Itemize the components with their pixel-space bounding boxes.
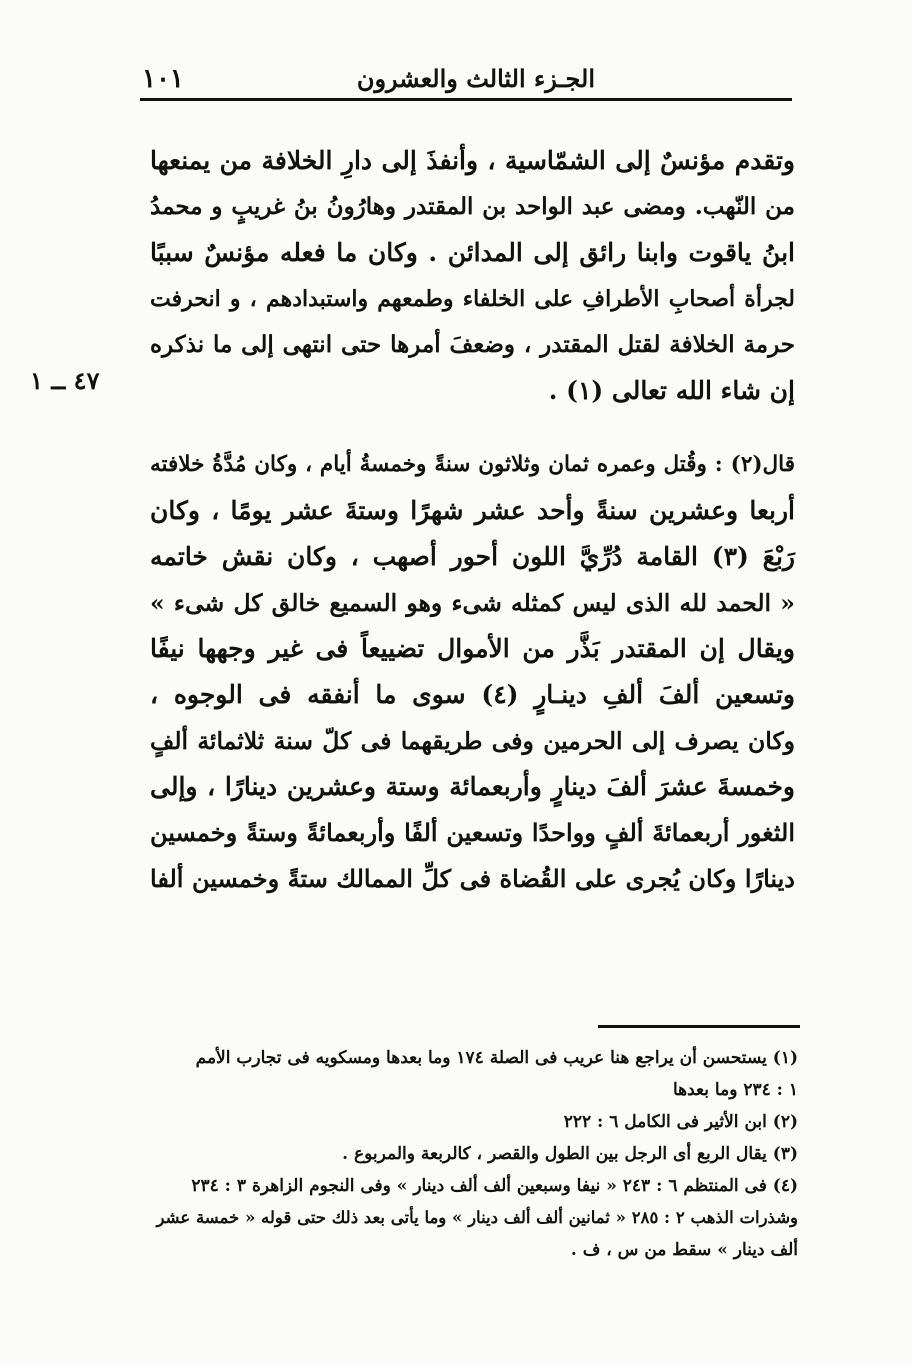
text-line: وتقدم مؤنسٌ إلى الشمّاسية ، وأنفذَ إلى دارِ الخلافة من يمنعها [150,146,795,175]
page-number: ١٠١ [142,64,184,94]
text-line: حرمة الخلافة لقتل المقتدر ، وضعفَ أمرها حتى انتهى إلى ما نذكره [150,331,795,358]
page-header [140,62,800,98]
running-title: الجـزء الثالث والعشرون [356,64,595,93]
text-line: ابنُ ياقوت وابنا رائق إلى المدائن . وكان ما فعله مؤنسٌ سببًا [150,238,795,267]
header-rule [140,98,792,101]
footnote-3: (٣) يقال الربع أى الرجل بين الطول والقصر ، كالربعة والمربوع . [342,1144,798,1164]
paragraph-1 [150,138,795,414]
paragraph-2 [150,442,795,902]
text-line: من النّهب. ومضى عبد الواحد بن المقتدر وهارُونُ بنُ غريبٍ و محمدُ [150,193,795,220]
margin-note: ٤٧ ــ ١ [30,366,100,395]
text-line: إن شاء الله تعالى (١) . [548,376,795,405]
footnote-4-continued: وشذرات الذهب ٢ : ٢٨٥ « ثمانين ألف ألف دينار » وما يأتى بعد ذلك حتى قوله « خمسة عشر [156,1208,798,1227]
footnote-4-continued: ألف دينار » سقط من س ، ف . [570,1240,798,1260]
text-line: وكان يصرف إلى الحرمين وفى طريقهما فى كلّ سنة ثلاثمائة ألفٍ [150,727,795,755]
text-line: لجرأة أصحابِ الأطرافِ على الخلفاء وطمعهم واستبدادهم ، و انحرفت [150,286,795,312]
footnote-4: (٤) فى المنتظم ٦ : ٢٤٣ « نيفا وسبعين ألف ألف دينار » وفى النجوم الزاهرة ٣ : ٢٣٤ [191,1176,798,1196]
main-text [150,138,795,902]
text-line: « الحمد لله الذى ليس كمثله شىء وهو السميع خالق كل شىء » [150,589,795,617]
text-line: ويقال إن المقتدر بَذَّر من الأموال تضييعاً فى غير وجهها نيفًا [150,634,795,663]
text-line: الثغور أربعمائةَ ألفٍ وواحدًا وتسعين ألفًا وأربعمائةً وستةً وخمسين [150,818,795,847]
text-line: رَبْعَ (٣) القامة دُرِّيَّ اللون أحور أصهب ، وكان نقش خاتمه [150,542,795,571]
text-line: دينارًا وكان يُجرى على القُضاة فى كلِّ الممالك ستةً وخمسين ألفا [150,864,795,893]
text-line: أربعا وعشرين سنةً وأحد عشر شهرًا وستةَ عشر يومًا ، وكان [150,496,795,525]
footnotes [150,1042,798,1266]
text-line: قال(٢) : وقُتل وعمره ثمان وثلاثون سنةً وخمسةُ أيام ، وكان مُدَّةُ خلافته [150,452,795,477]
text-line: وتسعين ألفَ ألفِ دينـارٍ (٤) سوى ما أنفقه فى الوجوه ، [150,680,795,709]
footnote-2: (٢) ابن الأثير فى الكامل ٦ : ٢٢٢ [563,1112,798,1132]
footnote-1-continued: ١ : ٢٣٤ وما بعدها [672,1080,798,1100]
footnote-rule [598,1025,800,1028]
footnote-1: (١) يستحسن أن يراجع هنا عريب فى الصلة ١٧٤ وما بعدها ومسكويه فى تجارب الأمم [195,1048,798,1068]
text-line: وخمسةَ عشرَ ألفَ دينارٍ وأربعمائة وستة وعشرين دينارًا ، وإلى [150,772,795,801]
